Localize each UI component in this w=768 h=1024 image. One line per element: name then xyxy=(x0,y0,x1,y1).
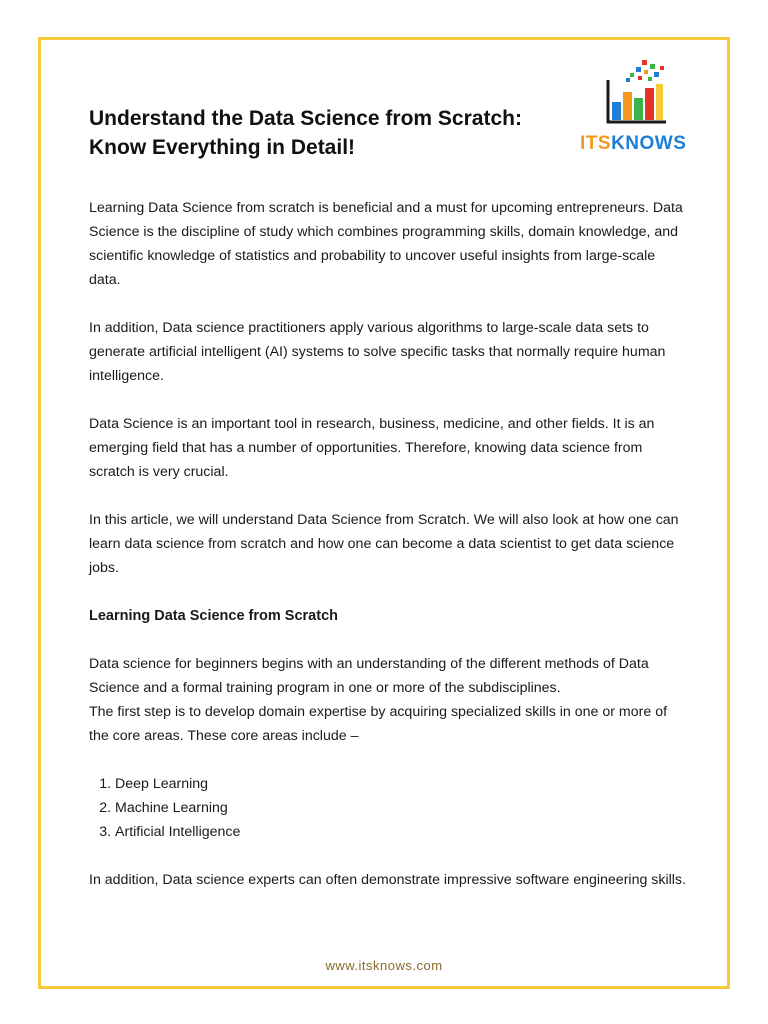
paragraph: In this article, we will understand Data Science from Scratch. We will also look at how one can learn data science from scratch and how one can become a data scientist to get data science jobs. xyxy=(89,512,679,576)
list-item: 1. Deep Learning xyxy=(115,772,689,796)
list-item: 2. Machine Learning xyxy=(115,796,689,820)
footer-url[interactable]: www.itsknows.com xyxy=(325,958,443,973)
section-heading: Learning Data Science from Scratch xyxy=(89,608,338,624)
brand-logo xyxy=(580,133,686,155)
page-title: Understand the Data Science from Scratch: Know Everything in Detail! xyxy=(89,107,522,159)
paragraph: In addition, Data science practitioners apply various algorithms to large-scale data sets to generate artificial intelligent (AI) systems to solve specific tasks that normally require human intelligence. xyxy=(89,320,666,384)
paragraph: The first step is to develop domain expertise by acquiring specialized skills in one or more of the core areas. These core areas include – xyxy=(89,704,668,744)
list-item: 3. Artificial Intelligence xyxy=(115,820,689,844)
article-body xyxy=(89,196,689,916)
paragraph: Data Science is an important tool in research, business, medicine, and other fields. It is an emerging field that has a number of opportunities. Therefore, knowing data science from scratch is very crucial. xyxy=(89,416,655,480)
paragraph: Learning Data Science from scratch is beneficial and a must for upcoming entrepreneurs. Data Science is the discipline of study which combines programming skills, domain knowledge, and scientific knowledge of statistics and probability to uncover useful insights from large-scale data. xyxy=(89,200,683,288)
brand-logo-prefix: ITS xyxy=(580,133,612,154)
paragraph: Data science for beginners begins with an understanding of the different methods of Data Science and a formal training program in one or more of the subdisciplines. xyxy=(89,656,649,696)
paragraph: In addition, Data science experts can often demonstrate impressive software engineering skills. xyxy=(89,872,686,888)
core-areas-list xyxy=(89,772,689,844)
brand-logo-suffix: KNOWS xyxy=(611,133,687,154)
